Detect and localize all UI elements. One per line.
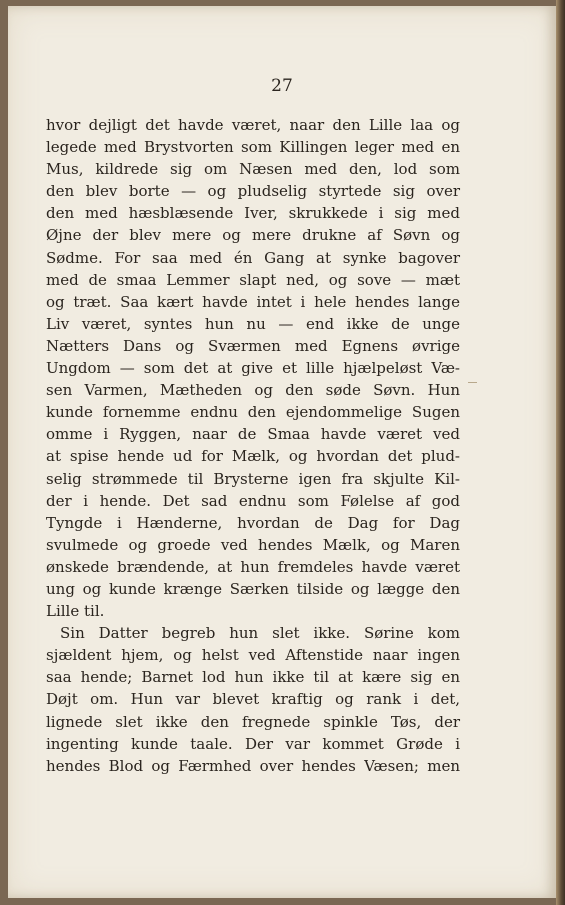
text-line: Lille til. bbox=[46, 602, 105, 621]
text-line: ønskede brændende, at hun fremdeles havde været bbox=[46, 557, 460, 576]
text-line: Øjne der blev mere og mere drukne af Søvn og bbox=[46, 226, 460, 245]
text-line: hendes Blod og Færmhed over hendes Væsen; men bbox=[46, 756, 460, 775]
book-spine-edge bbox=[556, 0, 565, 905]
text-line: Sødme. For saa med én Gang at synke bagover bbox=[46, 248, 460, 267]
text-line: hvor dejligt det havde været, naar den Lille laa og bbox=[46, 116, 460, 134]
book-page bbox=[8, 6, 556, 898]
text-line: Liv været, syntes hun nu — end ikke de unge bbox=[46, 314, 460, 333]
body-text bbox=[46, 114, 460, 777]
text-line: svulmede og groede ved hendes Mælk, og Maren bbox=[46, 535, 460, 554]
text-line: selig strømmede til Brysterne igen fra skjulte Kil- bbox=[46, 469, 460, 488]
text-line: sjældent hjem, og helst ved Aftenstide naar ingen bbox=[46, 646, 460, 665]
text-line: legede med Brystvorten som Killingen leger med en bbox=[46, 138, 460, 157]
text-line: Sin Datter begreb hun slet ikke. Sørine kom bbox=[60, 624, 460, 643]
text-line: kunde fornemme endnu den ejendommelige Sugen bbox=[46, 403, 460, 422]
text-line: med de smaa Lemmer slapt ned, og sove — mæt bbox=[46, 270, 460, 289]
text-line: der i hende. Det sad endnu som Følelse af god bbox=[46, 491, 460, 510]
text-line: omme i Ryggen, naar de Smaa havde været ved bbox=[46, 425, 460, 444]
text-line: Døjt om. Hun var blevet kraftig og rank i det, bbox=[46, 690, 460, 709]
text-line: den blev borte — og pludselig styrtede sig over bbox=[46, 182, 460, 201]
text-line: at spise hende ud for Mælk, og hvordan det plud- bbox=[46, 447, 460, 466]
text-line: og træt. Saa kært havde intet i hele hendes lange bbox=[46, 292, 460, 311]
text-line: ingenting kunde taale. Der var kommet Grøde i bbox=[46, 734, 460, 753]
text-line: Mus, kildrede sig om Næsen med den, lod som bbox=[46, 160, 460, 179]
text-line: lignede slet ikke den fregnede spinkle Tøs, der bbox=[46, 712, 460, 731]
text-line: Ungdom — som det at give et lille hjælpeløst Væ- bbox=[46, 359, 460, 378]
ink-speck bbox=[468, 382, 477, 383]
text-line: saa hende; Barnet lod hun ikke til at kære sig en bbox=[46, 668, 460, 687]
page-number: 27 bbox=[271, 76, 293, 96]
text-line: sen Varmen, Mætheden og den søde Søvn. Hun bbox=[46, 381, 460, 400]
text-line: Tyngde i Hænderne, hvordan de Dag for Dag bbox=[46, 513, 460, 532]
text-line: ung og kunde krænge Særken tilside og lægge den bbox=[46, 579, 460, 598]
text-line: den med hæsblæsende Iver, skrukkede i sig med bbox=[46, 204, 460, 223]
text-line: Nætters Dans og Sværmen med Egnens øvrige bbox=[46, 336, 460, 355]
